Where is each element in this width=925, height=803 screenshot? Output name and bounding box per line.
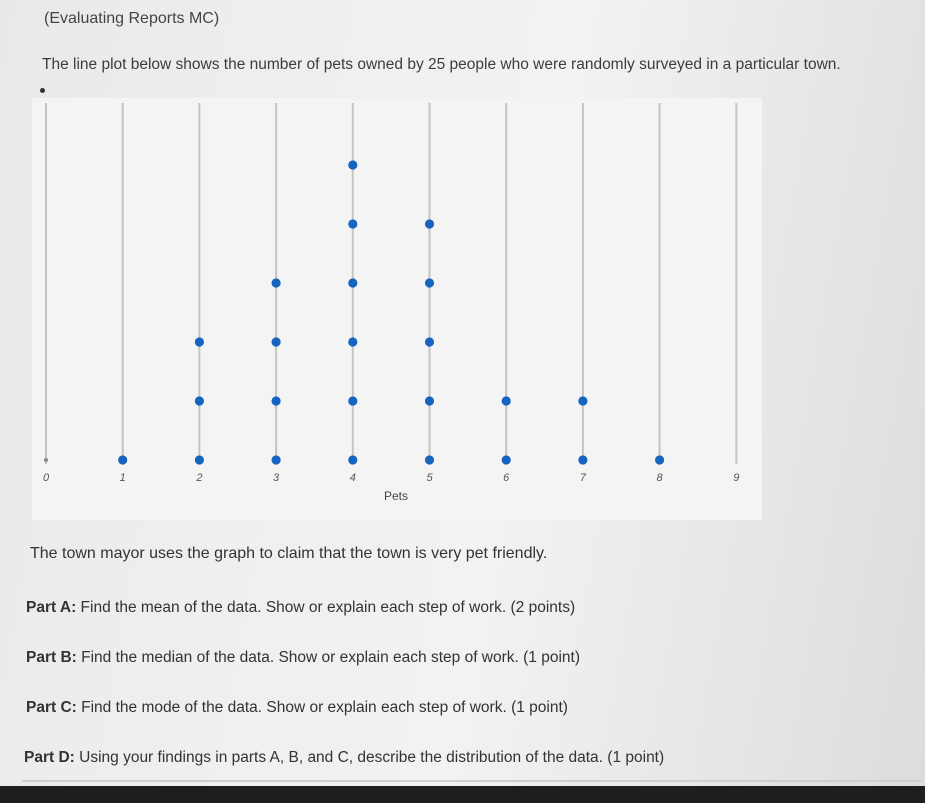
claim-text: The town mayor uses the graph to claim that the town is very pet friendly. [30,545,548,562]
data-dot-x5-n4 [425,278,434,287]
part-a-label: Part A: [26,599,77,616]
data-dot-x2-n3 [195,337,204,346]
data-dot-x5-n5 [425,219,434,228]
x-tick-label-9: 9 [733,472,740,484]
data-dot-x1-n1 [118,455,127,464]
part-c [26,699,568,717]
data-dot-x4-n6 [348,160,357,169]
data-dot-x3-n4 [272,278,281,287]
data-dot-x3-n2 [272,396,281,405]
dot-plot-chart [32,98,762,520]
data-dot-x3-n3 [272,337,281,346]
answer-box-edge [22,780,922,782]
part-a-text: Find the mean of the data. Show or explain each step of work. (2 points) [76,599,576,616]
part-b-label: Part B: [26,649,77,666]
screen-bottom-bar [0,786,925,803]
axis-origin-marker [44,458,48,462]
data-dot-x4-n3 [348,337,357,346]
question-block [24,545,904,563]
x-tick-label-5: 5 [426,472,433,484]
part-d-text: Using your findings in parts A, B, and C, describe the distribution of the data. (1 point) [74,749,665,766]
data-dot-x5-n1 [425,455,434,464]
data-dot-x2-n2 [195,396,204,405]
data-dot-x2-n1 [195,455,204,464]
x-tick-label-2: 2 [196,472,203,484]
page-title: (Evaluating Reports MC) [44,10,220,27]
data-dot-x4-n1 [348,455,357,464]
data-dot-x5-n3 [425,337,434,346]
part-a [26,599,575,617]
x-tick-label-8: 8 [656,472,663,484]
data-dot-x5-n2 [425,396,434,405]
part-d-label: Part D: [24,749,75,766]
part-c-label: Part C: [26,699,77,716]
part-b [26,649,580,667]
data-dot-x4-n2 [348,396,357,405]
dot-plot-panel [32,98,762,520]
x-tick-label-3: 3 [273,472,280,484]
data-dot-x8-n1 [655,455,664,464]
data-dot-x7-n1 [578,455,587,464]
data-dot-x3-n1 [272,455,281,464]
data-dot-x6-n2 [502,396,511,405]
intro-text: The line plot below shows the number of pets owned by 25 people who were randomly surveyed in a particular town. [42,56,841,73]
x-tick-label-6: 6 [503,472,510,484]
data-dot-x7-n2 [578,396,587,405]
x-tick-label-0: 0 [42,472,50,484]
part-d [24,749,664,767]
x-tick-label-4: 4 [349,472,356,484]
x-tick-label-7: 7 [579,472,586,484]
part-b-text: Find the median of the data. Show or explain each step of work. (1 point) [76,649,581,666]
data-dot-x4-n5 [348,219,357,228]
data-dot-x4-n4 [348,278,357,287]
data-dot-x6-n1 [502,455,511,464]
bullet-dot [40,88,45,93]
x-axis-label: Pets [383,489,409,503]
x-tick-label-1: 1 [119,472,126,484]
part-c-text: Find the mode of the data. Show or explain each step of work. (1 point) [76,699,568,716]
